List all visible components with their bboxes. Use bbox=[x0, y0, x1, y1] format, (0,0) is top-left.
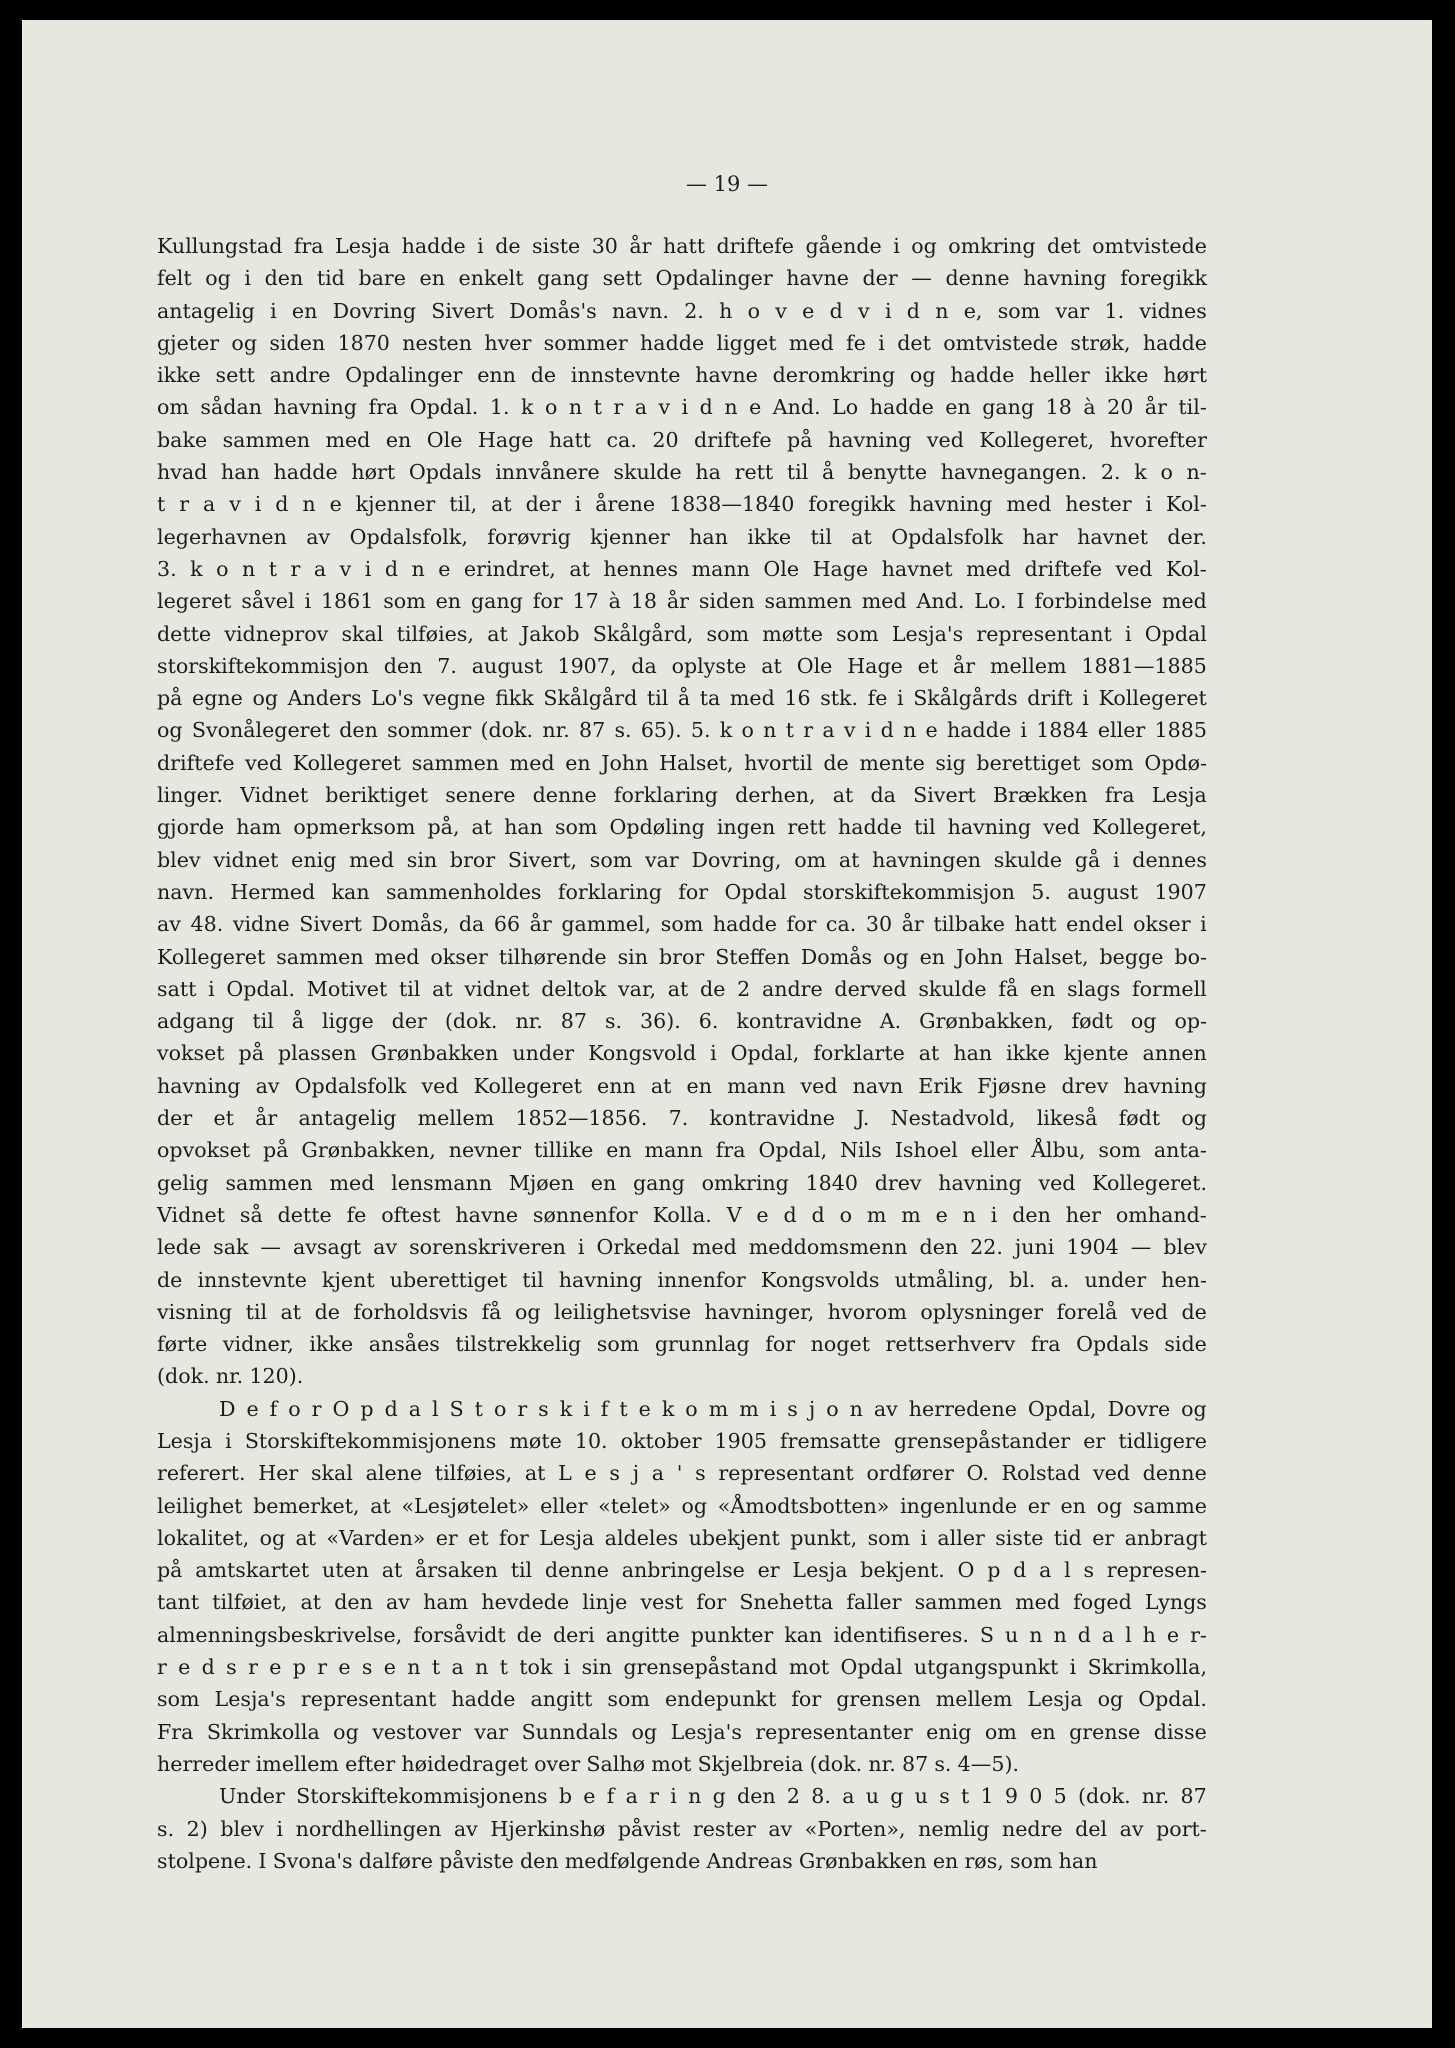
text-line: legeret såvel i 1861 som en gang for 17 à 18 år siden sammen med And. Lo. I forbindelse med bbox=[157, 589, 1207, 614]
text-line: visning til at de forholdsvis få og leilighetsvise havninger, hvorom oplysninger forelå ved de bbox=[157, 1299, 1207, 1324]
text-line: Under Storskiftekommisjonens b e f a r i n g den 2 8. a u g u s t 1 9 0 5 (dok. nr. 87 bbox=[219, 1784, 1207, 1809]
text-line: på amtskartet uten at årsaken til denne anbringelse er Lesja bekjent. O p d a l s represen- bbox=[157, 1558, 1207, 1583]
text-line: dette vidneprov skal tilføies, at Jakob Skålgård, som møtte som Lesja's representant i Opdal bbox=[157, 621, 1207, 646]
text-line: gelig sammen med lensmann Mjøen en gang omkring 1840 drev havning ved Kollegeret. bbox=[157, 1170, 1207, 1195]
body-text bbox=[157, 230, 1207, 1877]
page-number: — 19 — bbox=[685, 172, 769, 196]
text-line: Fra Skrimkolla og vestover var Sunndals og Lesja's representanter enig om en grense disse bbox=[157, 1719, 1207, 1744]
text-line: almenningsbeskrivelse, forsåvidt de deri angitte punkter kan identifiseres. S u n n d a l h e r- bbox=[157, 1622, 1207, 1647]
text-line: linger. Vidnet beriktiget senere denne forklaring derhen, at da Sivert Brækken fra Lesja bbox=[157, 783, 1207, 808]
text-line: satt i Opdal. Motivet til at vidnet deltok var, at de 2 andre derved skulde få en slags formell bbox=[157, 976, 1207, 1001]
text-line: antagelig i en Dovring Sivert Domås's navn. 2. h o v e d v i d n e, som var 1. vidnes bbox=[157, 298, 1207, 323]
text-line: de innstevnte kjent uberettiget til havning innenfor Kongsvolds utmåling, bl. a. under hen- bbox=[157, 1267, 1207, 1292]
text-line: vokset på plassen Grønbakken under Kongsvold i Opdal, forklarte at han ikke kjente annen bbox=[157, 1041, 1207, 1066]
text-line: Kullungstad fra Lesja hadde i de siste 30 år hatt driftefe gående i og omkring det omtvistede bbox=[157, 234, 1207, 258]
text-line: gjeter og siden 1870 nesten hver sommer hadde ligget med fe i det omtvistede strøk, hadde bbox=[157, 330, 1207, 355]
text-line: på egne og Anders Lo's vegne fikk Skålgård til å ta med 16 stk. fe i Skålgårds drift i Kollegeret bbox=[157, 686, 1207, 711]
text-line: leilighet bemerket, at «Lesjøtelet» eller «telet» og «Åmodtsbotten» ingenlunde er en og samme bbox=[157, 1493, 1207, 1518]
text-line: havning av Opdalsfolk ved Kollegeret enn at en mann ved navn Erik Fjøsne drev havning bbox=[157, 1073, 1207, 1098]
text-line: førte vidner, ikke ansåes tilstrekkelig som grunnlag for noget rettserhverv fra Opdals side bbox=[157, 1332, 1207, 1357]
text-line: hvad han hadde hørt Opdals innvånere skulde ha rett til å benytte havnegangen. 2. k o n- bbox=[157, 460, 1207, 485]
text-line: D e f o r O p d a l S t o r s k i f t e k o m m i s j o n av herredene Opdal, Dovre og bbox=[219, 1396, 1207, 1421]
text-line: navn. Hermed kan sammenholdes forklaring for Opdal storskiftekommisjon 5. august 1907 bbox=[157, 879, 1207, 904]
text-line: referert. Her skal alene tilføies, at L e s j a ' s representant ordfører O. Rolstad ved denne bbox=[157, 1461, 1207, 1486]
text-line: lede sak — avsagt av sorenskriveren i Orkedal med meddomsmenn den 22. juni 1904 — blev bbox=[157, 1235, 1207, 1260]
text-line: av 48. vidne Sivert Domås, da 66 år gammel, som hadde for ca. 30 år tilbake hatt endel okser i bbox=[157, 912, 1207, 937]
text-line: s. 2) blev i nordhellingen av Hjerkinshø påvist rester av «Porten», nemlig nedre del av port- bbox=[157, 1816, 1207, 1841]
text-line: om sådan havning fra Opdal. 1. k o n t r a v i d n e And. Lo hadde en gang 18 à 20 år til- bbox=[157, 395, 1207, 420]
text-line: felt og i den tid bare en enkelt gang sett Opdalinger havne der — denne havning foregikk bbox=[157, 266, 1207, 291]
document-page bbox=[22, 20, 1432, 2028]
text-line: Kollegeret sammen med okser tilhørende sin bror Steffen Domås og en John Halset, begge bo- bbox=[157, 944, 1207, 969]
text-line: og Svonålegeret den sommer (dok. nr. 87 s. 65). 5. k o n t r a v i d n e hadde i 1884 eller 1885 bbox=[157, 718, 1207, 743]
text-line: bake sammen med en Ole Hage hatt ca. 20 driftefe på havning ved Kollegeret, hvorefter bbox=[157, 427, 1207, 452]
text-line: r e d s r e p r e s e n t a n t tok i sin grensepåstand mot Opdal utgangspunkt i Skrimkolla, bbox=[157, 1655, 1207, 1680]
text-line: storskiftekommisjon den 7. august 1907, da oplyste at Ole Hage et år mellem 1881—1885 bbox=[157, 653, 1207, 678]
text-line: adgang til å ligge der (dok. nr. 87 s. 36). 6. kontravidne A. Grønbakken, født og op- bbox=[157, 1009, 1207, 1034]
text-line: gjorde ham opmerksom på, at han som Opdøling ingen rett hadde til havning ved Kollegeret, bbox=[157, 815, 1207, 840]
text-line: herreder imellem efter høidedraget over Salhø mot Skjelbreia (dok. nr. 87 s. 4—5). bbox=[157, 1751, 1020, 1776]
text-line: ikke sett andre Opdalinger enn de innstevnte havne deromkring og hadde heller ikke hørt bbox=[157, 363, 1207, 388]
text-line: driftefe ved Kollegeret sammen med en John Halset, hvortil de mente sig berettiget som Opdø- bbox=[157, 750, 1207, 775]
text-line: t r a v i d n e kjenner til, at der i årene 1838—1840 foregikk havning med hester i Kol- bbox=[157, 492, 1207, 517]
text-line: 3. k o n t r a v i d n e erindret, at hennes mann Ole Hage havnet med driftefe ved Kol- bbox=[157, 556, 1207, 581]
text-line: som Lesja's representant hadde angitt som endepunkt for grensen mellem Lesja og Opdal. bbox=[157, 1687, 1207, 1712]
text-line: opvokset på Grønbakken, nevner tillike en mann fra Opdal, Nils Ishoel eller Ålbu, som anta- bbox=[157, 1138, 1207, 1163]
text-line: Vidnet så dette fe oftest havne sønnenfor Kolla. V e d d o m m e n i den her omhand- bbox=[157, 1202, 1207, 1227]
text-line: (dok. nr. 120). bbox=[157, 1364, 304, 1389]
text-line: Lesja i Storskiftekommisjonens møte 10. oktober 1905 fremsatte grensepåstander er tidligere bbox=[157, 1428, 1207, 1453]
text-line: blev vidnet enig med sin bror Sivert, som var Dovring, om at havningen skulde gå i dennes bbox=[157, 847, 1207, 872]
text-line: tant tilføiet, at den av ham hevdede linje vest for Snehetta faller sammen med foged Lyngs bbox=[157, 1590, 1207, 1615]
text-line: legerhavnen av Opdalsfolk, forøvrig kjenner han ikke til at Opdalsfolk har havnet der. bbox=[157, 524, 1207, 549]
text-line: der et år antagelig mellem 1852—1856. 7. kontravidne J. Nestadvold, likeså født og bbox=[157, 1106, 1207, 1131]
text-line: stolpene. I Svona's dalføre påviste den medfølgende Andreas Grønbakken en røs, som han bbox=[157, 1848, 1098, 1873]
text-line: lokalitet, og at «Varden» er et for Lesja aldeles ubekjent punkt, som i aller siste tid er anbragt bbox=[157, 1525, 1207, 1550]
